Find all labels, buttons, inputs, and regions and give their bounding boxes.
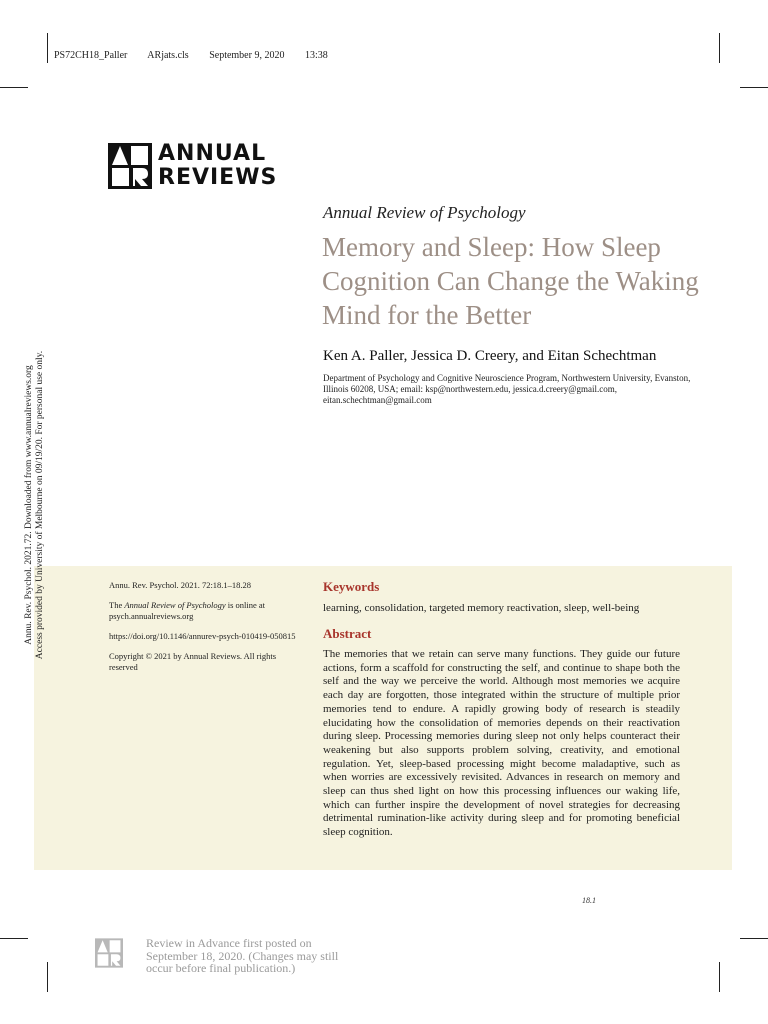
header-time: 13:38 [304, 50, 328, 61]
copyright: Copyright © 2021 by Annual Reviews. All rights reserved [109, 651, 277, 672]
logo-line-2: REVIEWS [158, 165, 278, 190]
annual-reviews-logo-icon [108, 143, 152, 189]
abstract-heading: Abstract [323, 626, 372, 641]
crop-mark [47, 33, 48, 63]
crop-mark [0, 938, 28, 939]
article-metadata [109, 580, 299, 682]
authors: Ken A. Paller, Jessica D. Creery, and Eitan Schechtman [323, 348, 657, 364]
citation: Annu. Rev. Psychol. 2021. 72:18.1–18.28 [109, 580, 252, 590]
page-number: 18.1 [582, 896, 596, 905]
crop-mark [719, 33, 720, 63]
running-header [54, 50, 346, 61]
logo-line-1: ANNUAL [158, 141, 267, 166]
affiliation: Department of Psychology and Cognitive Neuroscience Program, Northwestern University, Evanston, Illinois 60208, USA; email: ksp@northwestern.edu, jessica.d.creery@gmail.com, eitan.schechtman@gmail.com [323, 373, 691, 405]
abstract-text: The memories that we retain can serve many functions. They guide our future actions, form a scaffold for constructing the self, and continue to shape both the self and the way we perceive the world. Although most memories we acquire each day are forgotten, those integrated within the structure of multiple prior memories tend to endure. A rapidly growing body of research is steadily elucidating how the consolidation of memories depends on their reactivation during sleep. Processing memories during sleep not only helps counteract their weakening but also supports problem solving, creativity, and emotional regulation. Yet, sleep-based processing might become maladaptive, such as when worries are excessively revisited. Advances in research on memory and sleep can thus shed light on how this processing influences our waking life, which can further inspire the development of novel strategies for decreasing detrimental rumination-like activity during sleep and for promoting beneficial sleep cognition. [323, 648, 680, 839]
sidebar-line-2: Access provided by University of Melbourne on 09/19/20. For personal use only. [35, 350, 45, 660]
online-note: The Annual Review of Psychology is online at psych.annualreviews.org [109, 600, 266, 621]
keywords-heading: Keywords [323, 579, 380, 594]
sidebar-line-1: Annu. Rev. Psychol. 2021.72. Downloaded from www.annualreviews.org [24, 365, 34, 645]
header-date: September 9, 2020 [209, 50, 285, 61]
download-sidebar [24, 335, 46, 675]
header-cls: ARjats.cls [147, 50, 189, 61]
crop-mark [0, 87, 28, 88]
review-in-advance-note: Review in Advance first posted on September 18, 2020. (Changes may still occur before final publication.) [146, 936, 339, 975]
doi-link[interactable]: https://doi.org/10.1146/annurev-psych-010419-050815 [109, 631, 296, 641]
header-file: PS72CH18_Paller [54, 50, 128, 61]
keywords-text: learning, consolidation, targeted memory reactivation, sleep, well-being [323, 602, 640, 614]
crop-mark [719, 962, 720, 992]
crop-mark [47, 962, 48, 992]
annual-reviews-mark-icon [95, 938, 123, 968]
journal-name: Annual Review of Psychology [323, 203, 526, 222]
crop-mark [740, 87, 768, 88]
annual-reviews-logo [108, 142, 277, 190]
crop-mark [740, 938, 768, 939]
article-title: Memory and Sleep: How Sleep Cognition Can Change the Waking Mind for the Better [322, 232, 699, 330]
